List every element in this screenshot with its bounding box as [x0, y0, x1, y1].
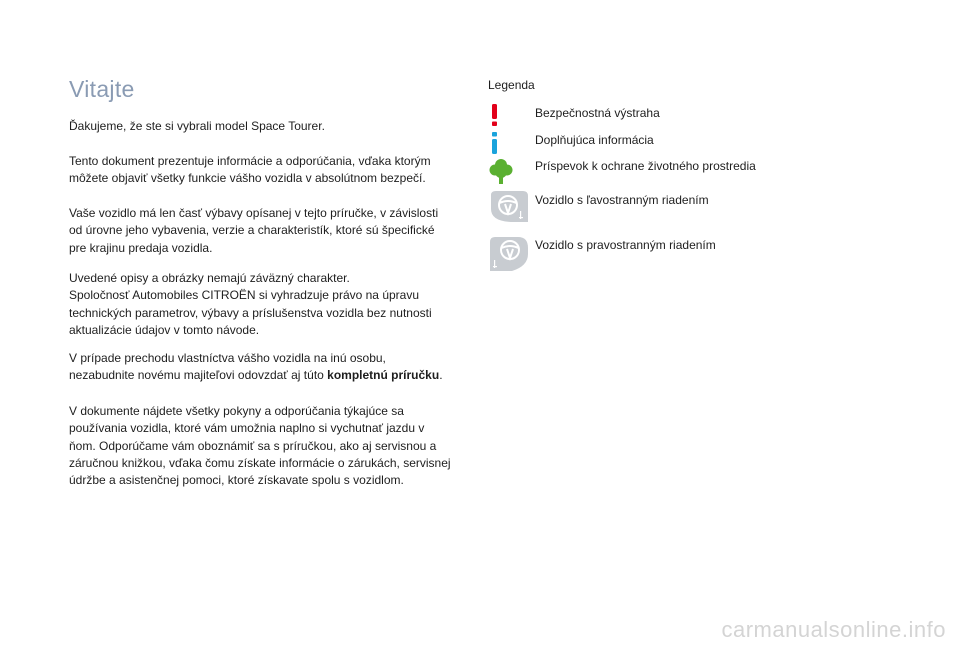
text-line: záručnou knižkou, vďaka čomu získate informácie o zárukách, servisnej	[69, 455, 451, 470]
exclamation-icon	[488, 103, 502, 132]
instructions-paragraph	[69, 403, 451, 489]
text-line: nezabudnite novému majiteľovi odovzdať aj túto	[69, 368, 328, 383]
legend-label: Bezpečnostná výstraha	[535, 106, 660, 120]
steering-wheel-left-icon	[488, 189, 530, 228]
text-line: aktualizácie údajov v tomto návode.	[69, 322, 260, 337]
watermark: carmanualsonline.info	[721, 617, 946, 642]
text-line: V prípade prechodu vlastníctva vášho vozidla na inú osobu,	[69, 351, 386, 365]
text-line: používania vozidla, ktoré vám umožnia naplno si vychutnať jazdu v	[69, 421, 425, 436]
info-icon	[488, 131, 502, 160]
intro-paragraph	[69, 118, 325, 135]
equipment-paragraph	[69, 205, 438, 257]
text-line: údržbe a asistenčnej pomoci, ktoré získavate spolu s vozidlom.	[69, 473, 404, 488]
document-paragraph	[69, 153, 431, 188]
text-line: pre krajinu predaja vozidla.	[69, 240, 213, 255]
text-line: Vaše vozidlo má len časť výbavy opísanej v tejto príručke, v závislosti	[69, 206, 439, 220]
text-line: Tento dokument prezentuje informácie a odporúčania, vďaka ktorým	[69, 154, 431, 168]
disclaimer-paragraph	[69, 270, 432, 339]
text-line: Uvedené opisy a obrázky nemajú záväzný charakter.	[69, 271, 350, 285]
bold-text: kompletnú príručku	[327, 368, 440, 383]
text-line: Spoločnosť Automobiles CITROËN si vyhradzuje právo na úpravu	[69, 288, 420, 303]
legend-label: Vozidlo s ľavostranným riadením	[535, 193, 709, 207]
ownership-paragraph	[69, 350, 443, 385]
steering-wheel-right-icon	[488, 234, 530, 277]
text-line: .	[439, 368, 443, 383]
text-line: Ďakujeme, že ste si vybrali model Space Tourer.	[69, 119, 325, 133]
legend-title: Legenda	[488, 78, 535, 92]
text-line: od úrovne jeho vybavenia, verzie a charakteristík, ktoré sú špecifické	[69, 223, 435, 238]
text-line: ňom. Odporúčame vám oboznámiť sa s príručkou, ako aj servisnou a	[69, 438, 437, 453]
text-line: V dokumente nájdete všetky pokyny a odporúčania týkajúce sa	[69, 404, 404, 418]
legend-label: Vozidlo s pravostranným riadením	[535, 238, 716, 252]
text-line: môžete objaviť všetky funkcie vášho vozidla v absolútnom bezpečí.	[69, 171, 426, 186]
legend-item-left-hand-drive	[488, 189, 908, 229]
tree-icon	[488, 157, 514, 190]
legend-item-right-hand-drive	[488, 234, 908, 274]
legend-label: Príspevok k ochrane životného prostredia	[535, 159, 756, 173]
legend-label: Doplňujúca informácia	[535, 133, 654, 147]
text-line: technických parametrov, výbavy a príslušenstva vozidla bez nutnosti	[69, 305, 432, 320]
page-title: Vitajte	[69, 76, 135, 102]
